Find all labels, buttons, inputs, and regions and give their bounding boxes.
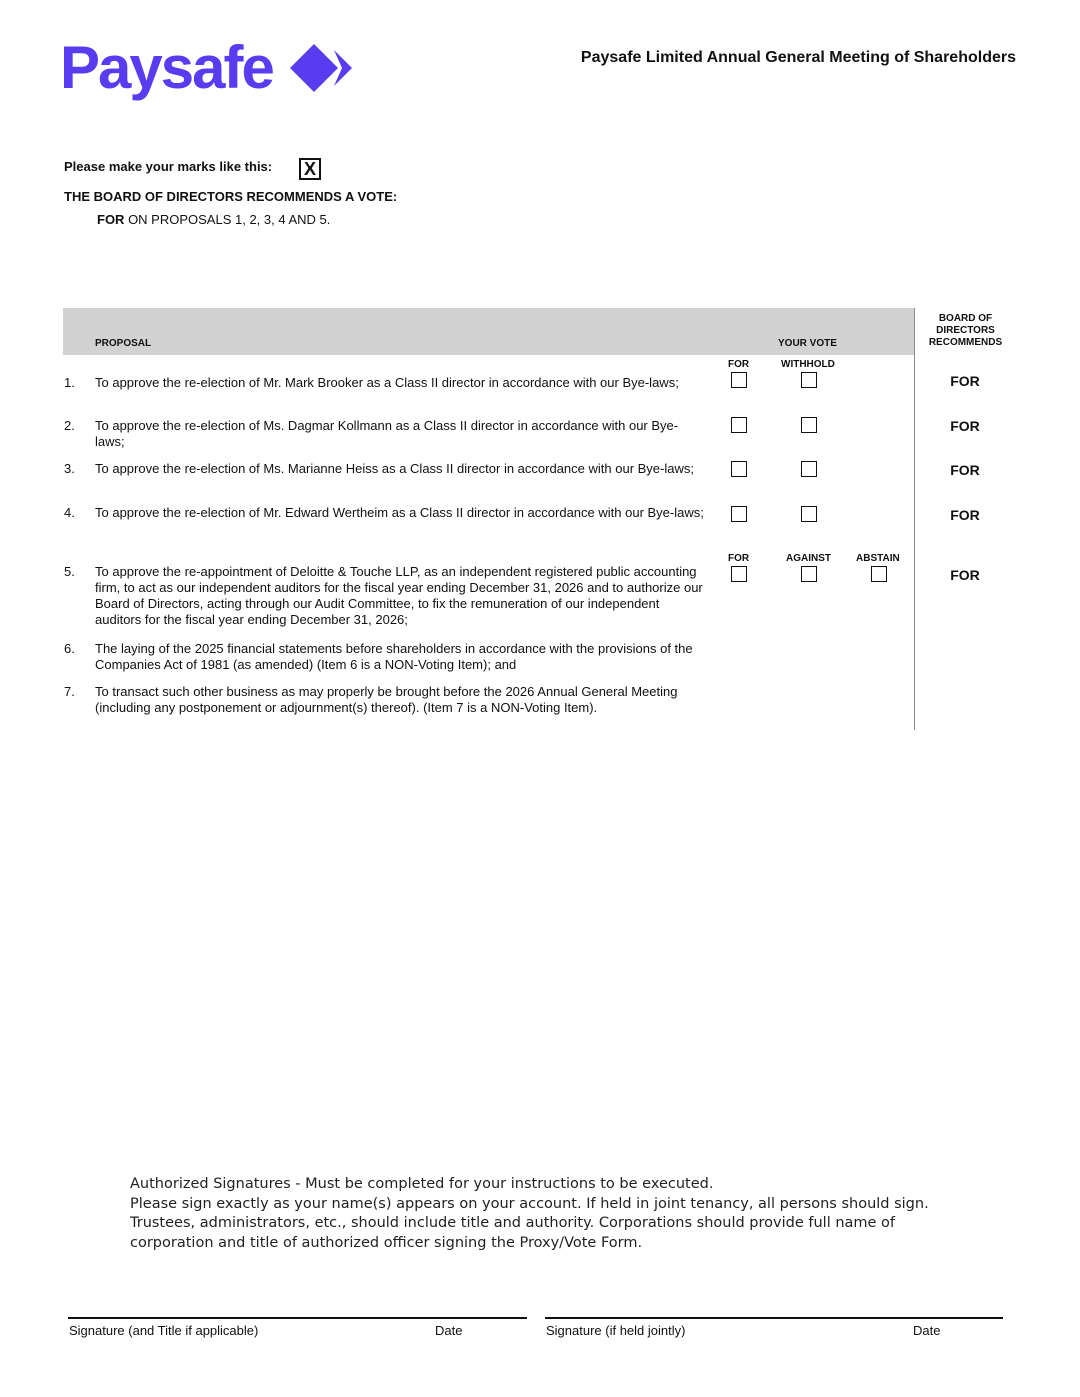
proposal-3-for-checkbox[interactable] — [731, 461, 747, 477]
proposal-1-withhold-checkbox[interactable] — [801, 372, 817, 388]
auth-notice-body: Please sign exactly as your name(s) appears on your account. If held in joint tenancy, all persons should sign. Trustees, administrators, etc., should include title and authority. Corporations should provide full name of corporation and title of authorized officer signing the Proxy/Vote Form. — [130, 1195, 929, 1251]
board-recommendation: FOR — [950, 418, 980, 434]
col-your-vote-header: YOUR VOTE — [778, 338, 837, 349]
proposal-4-for-checkbox[interactable] — [731, 506, 747, 522]
signature-2-date-label: Date — [913, 1323, 941, 1338]
board-header-line1: BOARD OF — [938, 313, 993, 324]
col-proposal-header: PROPOSAL — [95, 338, 152, 349]
board-recommendation-text — [97, 212, 330, 227]
vote-for-header: FOR — [728, 359, 750, 370]
meeting-title: Paysafe Limited Annual General Meeting of Shareholders — [580, 49, 1016, 66]
proposal-number: 5. — [64, 564, 75, 579]
proposal-number: 6. — [64, 641, 75, 656]
proposal-text: To approve the re-election of Mr. Mark Brooker as a Class II director in accordance with our Bye-laws; — [95, 375, 679, 390]
proposal-2-for-checkbox[interactable] — [731, 417, 747, 433]
proposal-number: 7. — [64, 684, 75, 699]
proposal-5-against-checkbox[interactable] — [801, 566, 817, 582]
marks-instruction: Please make your marks like this: — [64, 159, 273, 174]
board-recommendation: FOR — [950, 567, 980, 583]
board-rec-for: FOR — [97, 212, 125, 227]
sample-mark-box: X — [299, 158, 321, 180]
board-header-line3: RECOMMENDS — [928, 337, 1003, 348]
proposal-text: The laying of the 2025 financial statements before shareholders in accordance with the provisions of the Companies Act of 1981 (as amended) (Item 6 is a NON-Voting Item); and — [95, 641, 693, 672]
signature-2-line[interactable] — [545, 1317, 1003, 1319]
signature-2-label: Signature (if held jointly) — [546, 1323, 686, 1338]
proposal-5-abstain-checkbox[interactable] — [871, 566, 887, 582]
proposal-1-for-checkbox[interactable] — [731, 372, 747, 388]
board-header-line2: DIRECTORS — [936, 325, 995, 336]
proposal-number: 1. — [64, 375, 75, 390]
board-recommendation: FOR — [950, 507, 980, 523]
logo-diamond-left — [290, 44, 338, 92]
board-rec-proposals: ON PROPOSALS 1, 2, 3, 4 AND 5. — [124, 212, 331, 227]
proposal-text: To approve the re-election of Mr. Edward Wertheim as a Class II director in accordance with our Bye-laws; — [95, 505, 704, 520]
signature-1-label: Signature (and Title if applicable) — [69, 1323, 259, 1338]
proposal-3-withhold-checkbox[interactable] — [801, 461, 817, 477]
paysafe-diamond-logo-icon — [288, 42, 364, 94]
vote-abstain-header: ABSTAIN — [856, 553, 900, 564]
board-recommendation: FOR — [950, 373, 980, 389]
vote-withhold-header: WITHHOLD — [781, 359, 835, 370]
vote-for-header: FOR — [728, 553, 750, 564]
proposal-2-withhold-checkbox[interactable] — [801, 417, 817, 433]
column-divider — [914, 308, 915, 730]
auth-notice-line1: Authorized Signatures - Must be completed for your instructions to be executed. — [130, 1176, 714, 1192]
paysafe-logo-text: Paysafe — [60, 34, 273, 101]
proposal-text: To approve the re-election of Ms. Marianne Heiss as a Class II director in accordance with our Bye-laws; — [95, 461, 694, 476]
vote-against-header: AGAINST — [786, 553, 831, 564]
board-recommendation: FOR — [950, 462, 980, 478]
proposal-number: 3. — [64, 461, 75, 476]
proposal-5-for-checkbox[interactable] — [731, 566, 747, 582]
col-board-recommends-header — [918, 313, 1013, 349]
proposal-text: To approve the re-election of Ms. Dagmar Kollmann as a Class II director in accordance with our Bye-laws; — [95, 418, 679, 449]
authorized-signatures-notice — [130, 1175, 950, 1253]
signature-1-date-label: Date — [435, 1323, 463, 1338]
board-recommendation-title: THE BOARD OF DIRECTORS RECOMMENDS A VOTE: — [64, 189, 398, 204]
proposal-4-withhold-checkbox[interactable] — [801, 506, 817, 522]
proposal-number: 4. — [64, 505, 75, 520]
proposal-text: To transact such other business as may properly be brought before the 2026 Annual General Meeting (including any postponement or adjournment(s) thereof). (Item 7 is a NON-Voting Item). — [95, 684, 678, 715]
proposal-text: To approve the re-appointment of Deloitte & Touche LLP, as an independent registered public accounting firm, to act as our independent auditors for the fiscal year ending December 31, 2026 and to authorize our Board of Directors, acting through our Audit Committee, to fix the remuneration of our independent auditors for the fiscal year ending December 31, 2026; — [95, 564, 703, 627]
proposal-number: 2. — [64, 418, 75, 433]
signature-1-line[interactable] — [68, 1317, 527, 1319]
